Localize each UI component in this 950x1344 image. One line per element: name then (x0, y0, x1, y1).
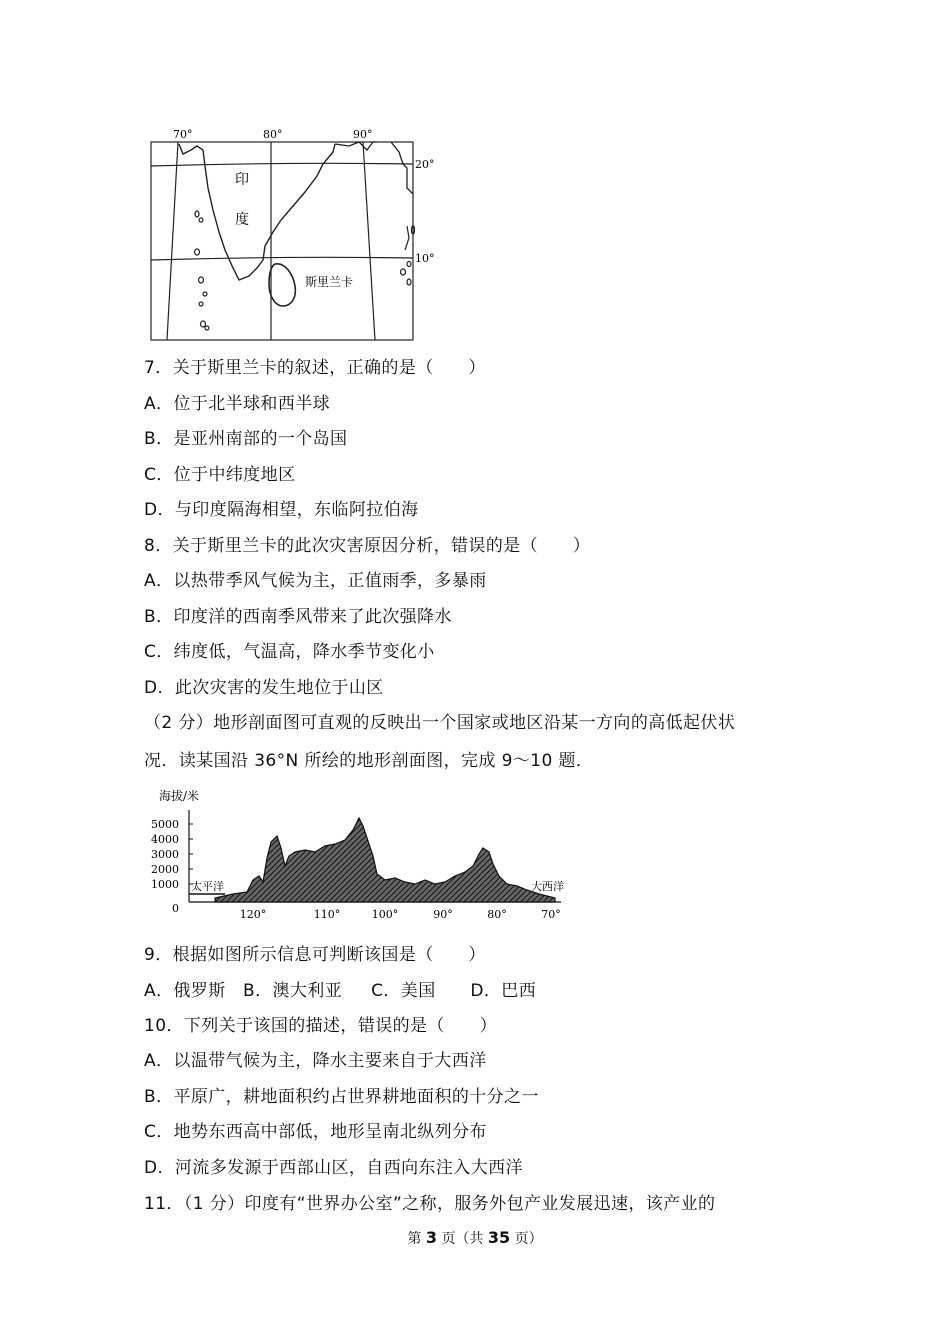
lat-label-10: 10° (415, 252, 435, 265)
q7-option-c: C．位于中纬度地区 (144, 465, 296, 485)
terrain-profile-figure (151, 786, 575, 924)
map-label-yin: 印 (235, 172, 249, 188)
x-tick-100: 100° (371, 908, 399, 921)
footer-pre: 第 (407, 1231, 422, 1247)
terrain-profile-area (215, 818, 555, 902)
q9-options: A．俄罗斯 B．澳大利亚 C．美国 D．巴西 (144, 981, 537, 1001)
map-label-srilanka: 斯里兰卡 (305, 275, 354, 289)
q8-option-b: B．印度洋的西南季风带来了此次强降水 (144, 607, 452, 627)
q8-option-d: D．此次灾害的发生地位于山区 (144, 678, 384, 698)
y-tick-0: 0 (172, 902, 179, 915)
lat-label-20: 20° (415, 158, 435, 171)
bangladesh-coast (335, 142, 377, 150)
x-tick-90: 90° (433, 908, 453, 921)
x-tick-80: 80° (487, 908, 507, 921)
label-atlantic: 大西洋 (531, 880, 564, 893)
footer-post: 页） (514, 1231, 543, 1247)
q7-option-a: A．位于北半球和西半球 (144, 394, 331, 414)
myanmar-coast (391, 142, 413, 194)
intro-line-1: （2 分）地形剖面图可直观的反映出一个国家或地区沿某一方向的高低起伏状 (144, 713, 736, 733)
longitude-70-line (167, 142, 178, 340)
lakshadweep-islands (195, 211, 210, 330)
x-tick-120: 120° (239, 908, 267, 921)
q8-option-a: A．以热带季风气候为主，正值雨季，多暴雨 (144, 571, 487, 591)
srilanka-island (269, 264, 295, 306)
longitude-90-line (363, 142, 375, 340)
y-tick-1000: 1000 (151, 878, 179, 891)
y-tick-5000: 5000 (151, 818, 179, 831)
y-tick-2000: 2000 (151, 863, 179, 876)
q7-option-d: D．与印度隔海相望，东临阿拉伯海 (144, 500, 419, 520)
latitude-10-line (151, 257, 413, 260)
q10-option-a: A．以温带气候为主，降水主要来自于大西洋 (144, 1051, 487, 1071)
lon-label-80: 80° (263, 128, 283, 141)
x-tick-70: 70° (541, 908, 561, 921)
map-label-du: 度 (235, 212, 249, 228)
q10-option-c: C．地势东西高中部低，地形呈南北纵列分布 (144, 1122, 487, 1142)
footer-total-pages: 35 (487, 1228, 511, 1247)
q7-stem: 7．关于斯里兰卡的叙述，正确的是（ ） (144, 358, 486, 378)
q9-stem: 9．根据如图所示信息可判断该国是（ ） (144, 945, 486, 965)
lon-label-70: 70° (173, 128, 193, 141)
profile-y-title: 海拔/米 (159, 789, 200, 803)
q8-option-c: C．纬度低，气温高，降水季节变化小 (144, 642, 435, 662)
latitude-20-line (151, 163, 413, 166)
footer-page-number: 3 (425, 1228, 437, 1247)
india-srilanka-map (145, 128, 443, 343)
y-tick-3000: 3000 (151, 848, 179, 861)
q11-stem: 11．（1 分）印度有“世界办公室”之称，服务外包产业发展迅速，该产业的 (144, 1194, 716, 1214)
intro-line-2: 况．读某国沿 36°N 所绘的地形剖面图，完成 9～10 题． (144, 751, 594, 771)
q10-stem: 10．下列关于该国的描述，错误的是（ ） (144, 1016, 498, 1036)
q7-option-b: B．是亚州南部的一个岛国 (144, 429, 348, 449)
y-tick-4000: 4000 (151, 833, 179, 846)
q8-stem: 8．关于斯里兰卡的此次灾害原因分析，错误的是（ ） (144, 536, 591, 556)
footer-mid: 页（共 (441, 1231, 484, 1247)
lon-label-90: 90° (353, 128, 373, 141)
page-footer (0, 1228, 950, 1249)
x-tick-110: 110° (313, 908, 341, 921)
label-pacific: 太平洋 (191, 880, 224, 893)
q10-option-b: B．平原广，耕地面积约占世界耕地面积的十分之一 (144, 1087, 539, 1107)
q10-option-d: D．河流多发源于西部山区，自西向东注入大西洋 (144, 1158, 523, 1178)
